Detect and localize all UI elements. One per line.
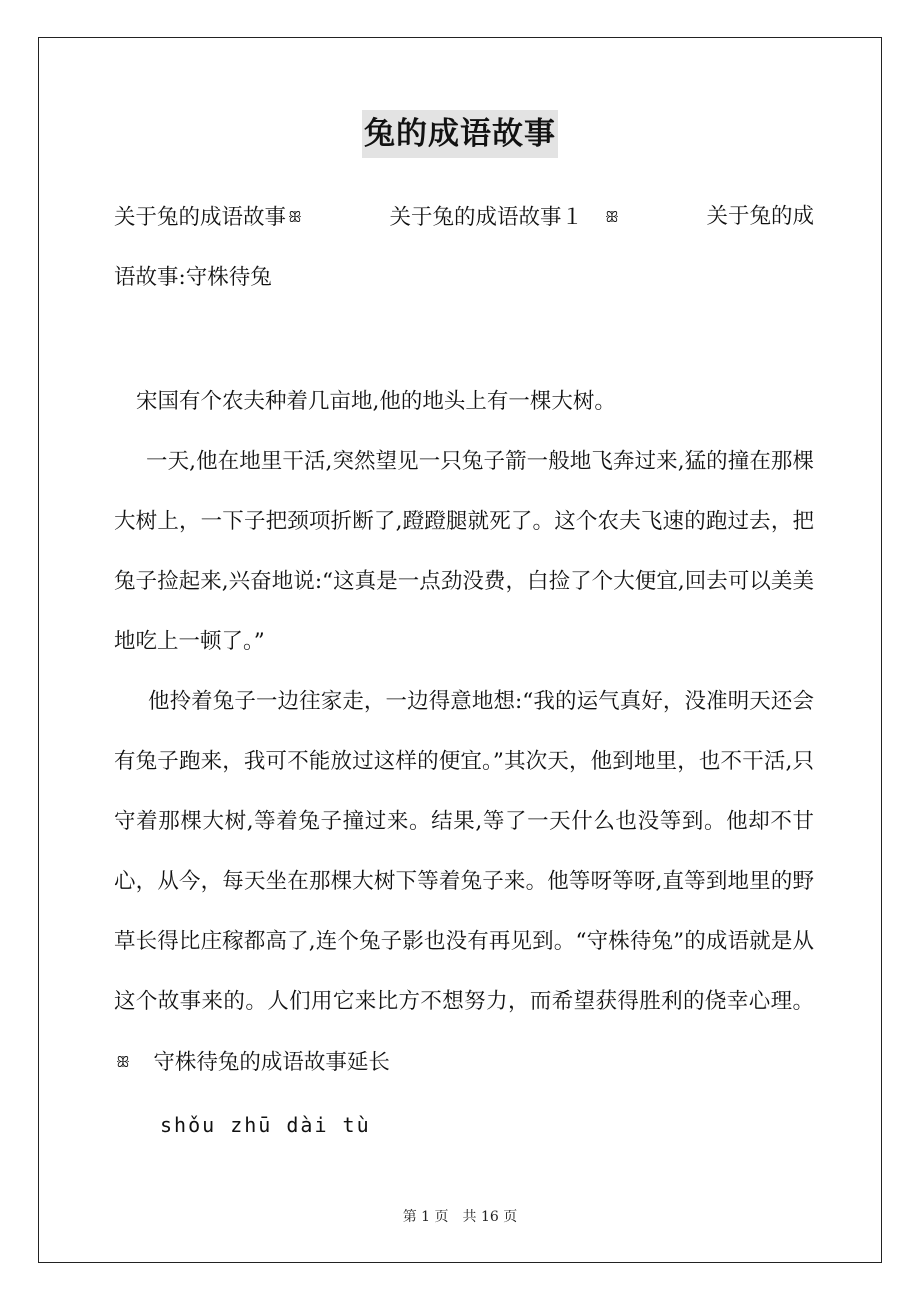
document-title-wrapper bbox=[0, 110, 920, 158]
page-footer bbox=[0, 1206, 920, 1226]
header-left-group bbox=[114, 187, 304, 248]
sub-line: 语故事:守株待兔 bbox=[114, 265, 272, 290]
document-title: 兔的成语故事 bbox=[362, 110, 558, 158]
paragraph: 一天,他在地里干活,突然望见一只兔子箭一般地飞奔过来,猛的撞在那棵大树上，一下子把颈项折断了,蹬蹬腿就死了。这个农夫飞速的跑过去，把兔子捡起来,兴奋地说:“这真是一点劲没费，白捡了个大便宜,回去可以美美地吃上一顿了。” bbox=[114, 449, 814, 654]
paragraph bbox=[114, 672, 814, 1093]
header-middle-group bbox=[389, 187, 620, 248]
section-mark-icon: ꕥ bbox=[605, 208, 619, 226]
pinyin-line: shǒu zhū dài tù bbox=[160, 1113, 371, 1137]
header-middle: 关于兔的成语故事１ bbox=[389, 205, 583, 230]
header-right: 关于兔的成 bbox=[706, 204, 814, 229]
section-mark-icon: ꕥ bbox=[288, 208, 302, 226]
section-mark-icon: ꕥ bbox=[116, 1053, 130, 1071]
page-total: 共 16 页 bbox=[462, 1209, 518, 1225]
paragraph: 宋国有个农夫种着几亩地,他的地头上有一棵大树。 bbox=[136, 389, 616, 414]
trailing-heading: 守株待兔的成语故事延长 bbox=[153, 1050, 390, 1075]
page-number: 第 1 页 bbox=[402, 1209, 449, 1225]
header-line bbox=[114, 187, 814, 248]
paragraph-text: 他拎着兔子一边往家走，一边得意地想:“我的运气真好，没准明天还会有兔子跑来，我可不能放过这样的便宜。”其次天，他到地里，也不干活,只守着那棵大树,等着兔子撞过来。结果,等了一天什么也没等到。他却不甘心，从今，每天坐在那棵大树下等着兔子来。他等呀等呀,直等到地里的野草长得比庄稼都高了,连个兔子影也没有再见到。“守株待兔”的成语就是从这个故事来的。人们用它来比方不想努力，而希望获得胜利的侥幸心理。 bbox=[114, 689, 814, 1014]
header-left: 关于兔的成语故事 bbox=[114, 205, 287, 230]
document-body bbox=[114, 187, 814, 1155]
